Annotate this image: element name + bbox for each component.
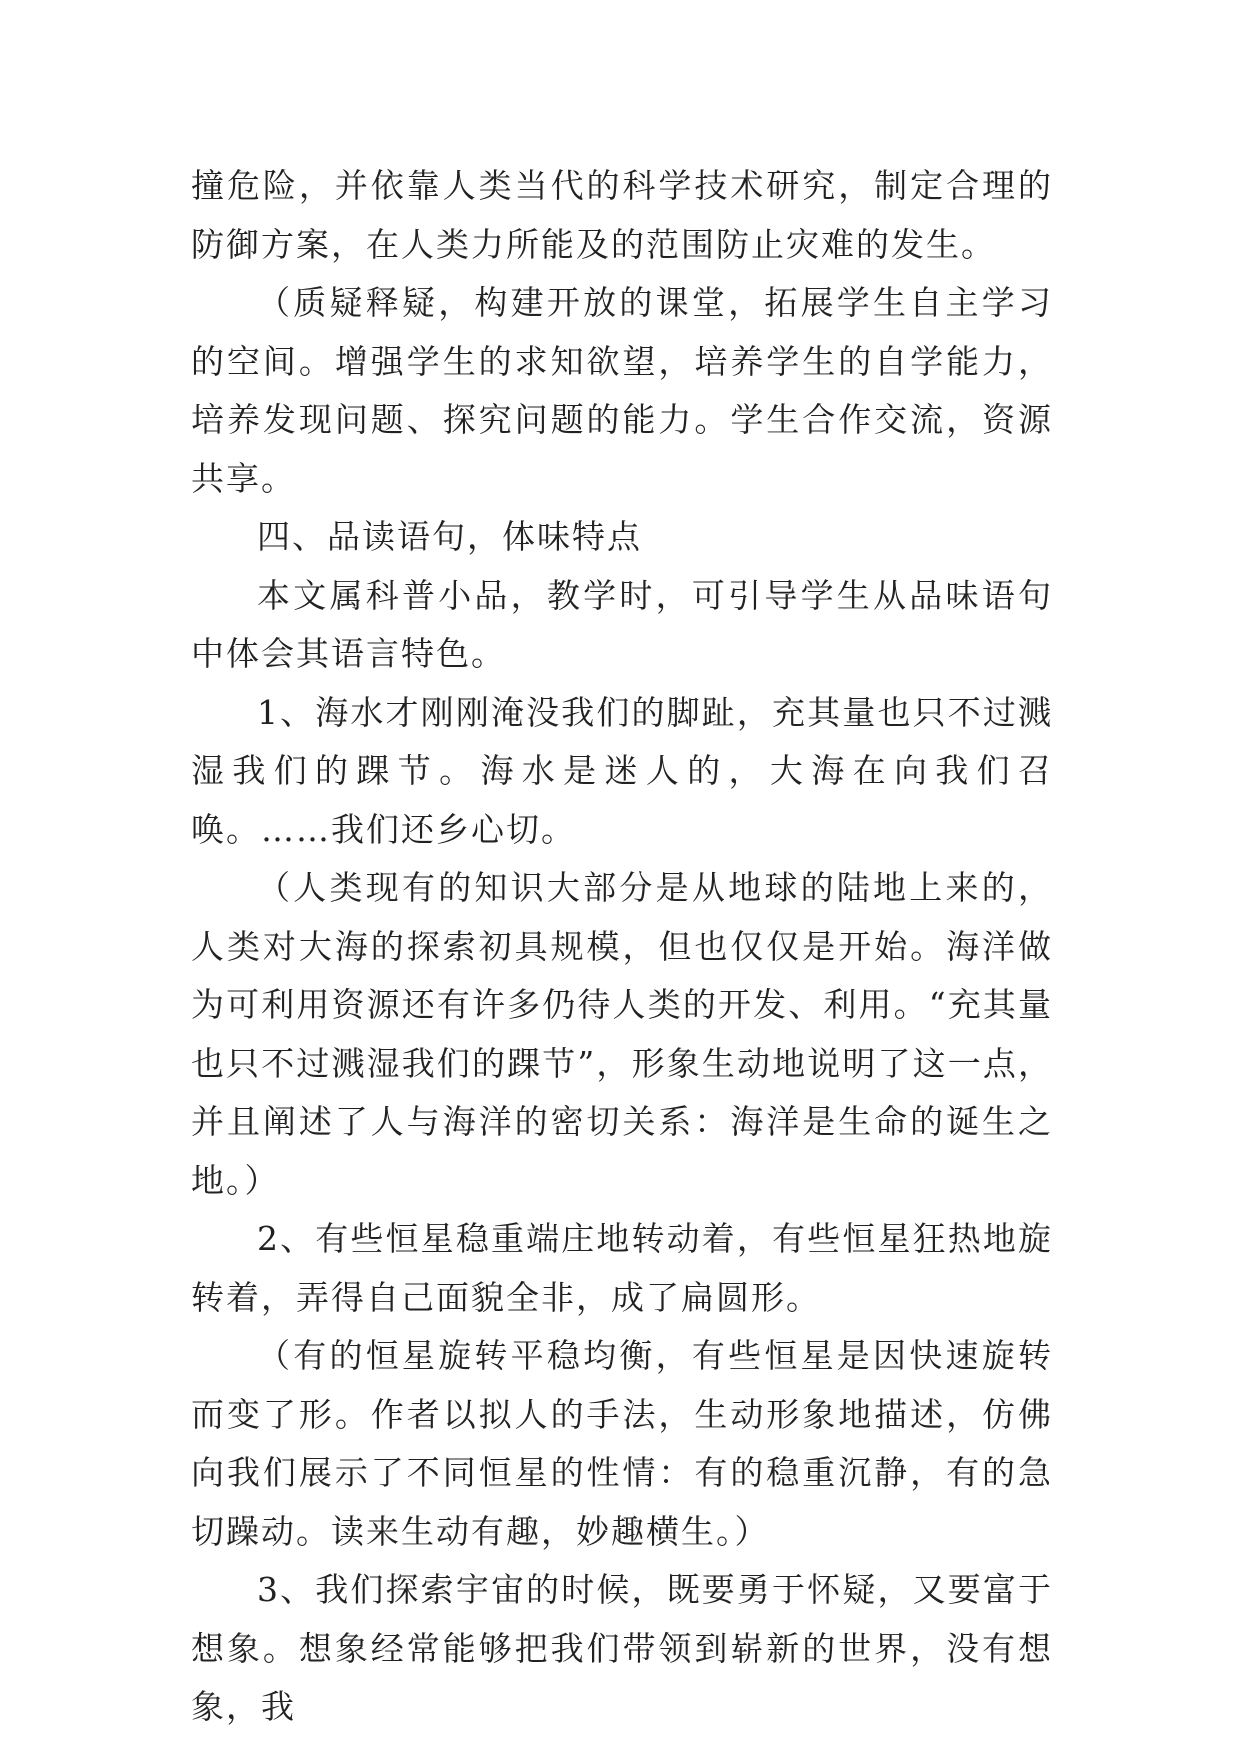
quote-3: 3、我们探索宇宙的时候，既要勇于怀疑，又要富于想象。想象经常能够把我们带领到崭新的世界，没有想象，我 [191,1570,1053,1726]
paragraph-4: 本文属科普小品，教学时，可引导学生从品味语句中体会其语言特色。 [191,575,1053,673]
commentary-1: （人类现有的知识大部分是从地球的陆地上来的，人类对大海的探索初具规模，但也仅仅是开始。海洋做为可利用资源还有许多仍待人类的开发、利用。“充其量也只不过溅湿我们的踝节”，形象生动地说明了这一点，并且阐述了人与海洋的密切关系：海洋是生命的诞生之地。） [191,868,1053,1200]
quote-2: 2、有些恒星稳重端庄地转动着，有些恒星狂热地旋转着，弄得自己面貌全非，成了扁圆形。 [191,1219,1053,1317]
section-heading: 四、品读语句，体味特点 [257,517,642,556]
paragraph-1: 撞危险，并依靠人类当代的科学技术研究，制定合理的防御方案，在人类力所能及的范围防止灾难的发生。 [191,166,1053,264]
quote-1: 1、海水才刚刚淹没我们的脚趾，充其量也只不过溅湿我们的踝节。海水是迷人的，大海在向我们召唤。……我们还乡心切。 [191,692,1053,849]
body-text [191,157,1053,1737]
paragraph-2: （质疑释疑，构建开放的课堂，拓展学生自主学习的空间。增强学生的求知欲望，培养学生的自学能力，培养发现问题、探究问题的能力。学生合作交流，资源共享。 [191,283,1053,498]
commentary-2: （有的恒星旋转平稳均衡，有些恒星是因快速旋转而变了形。作者以拟人的手法，生动形象地描述，仿佛向我们展示了不同恒星的性情：有的稳重沉静，有的急切躁动。读来生动有趣，妙趣横生。） [191,1336,1053,1551]
